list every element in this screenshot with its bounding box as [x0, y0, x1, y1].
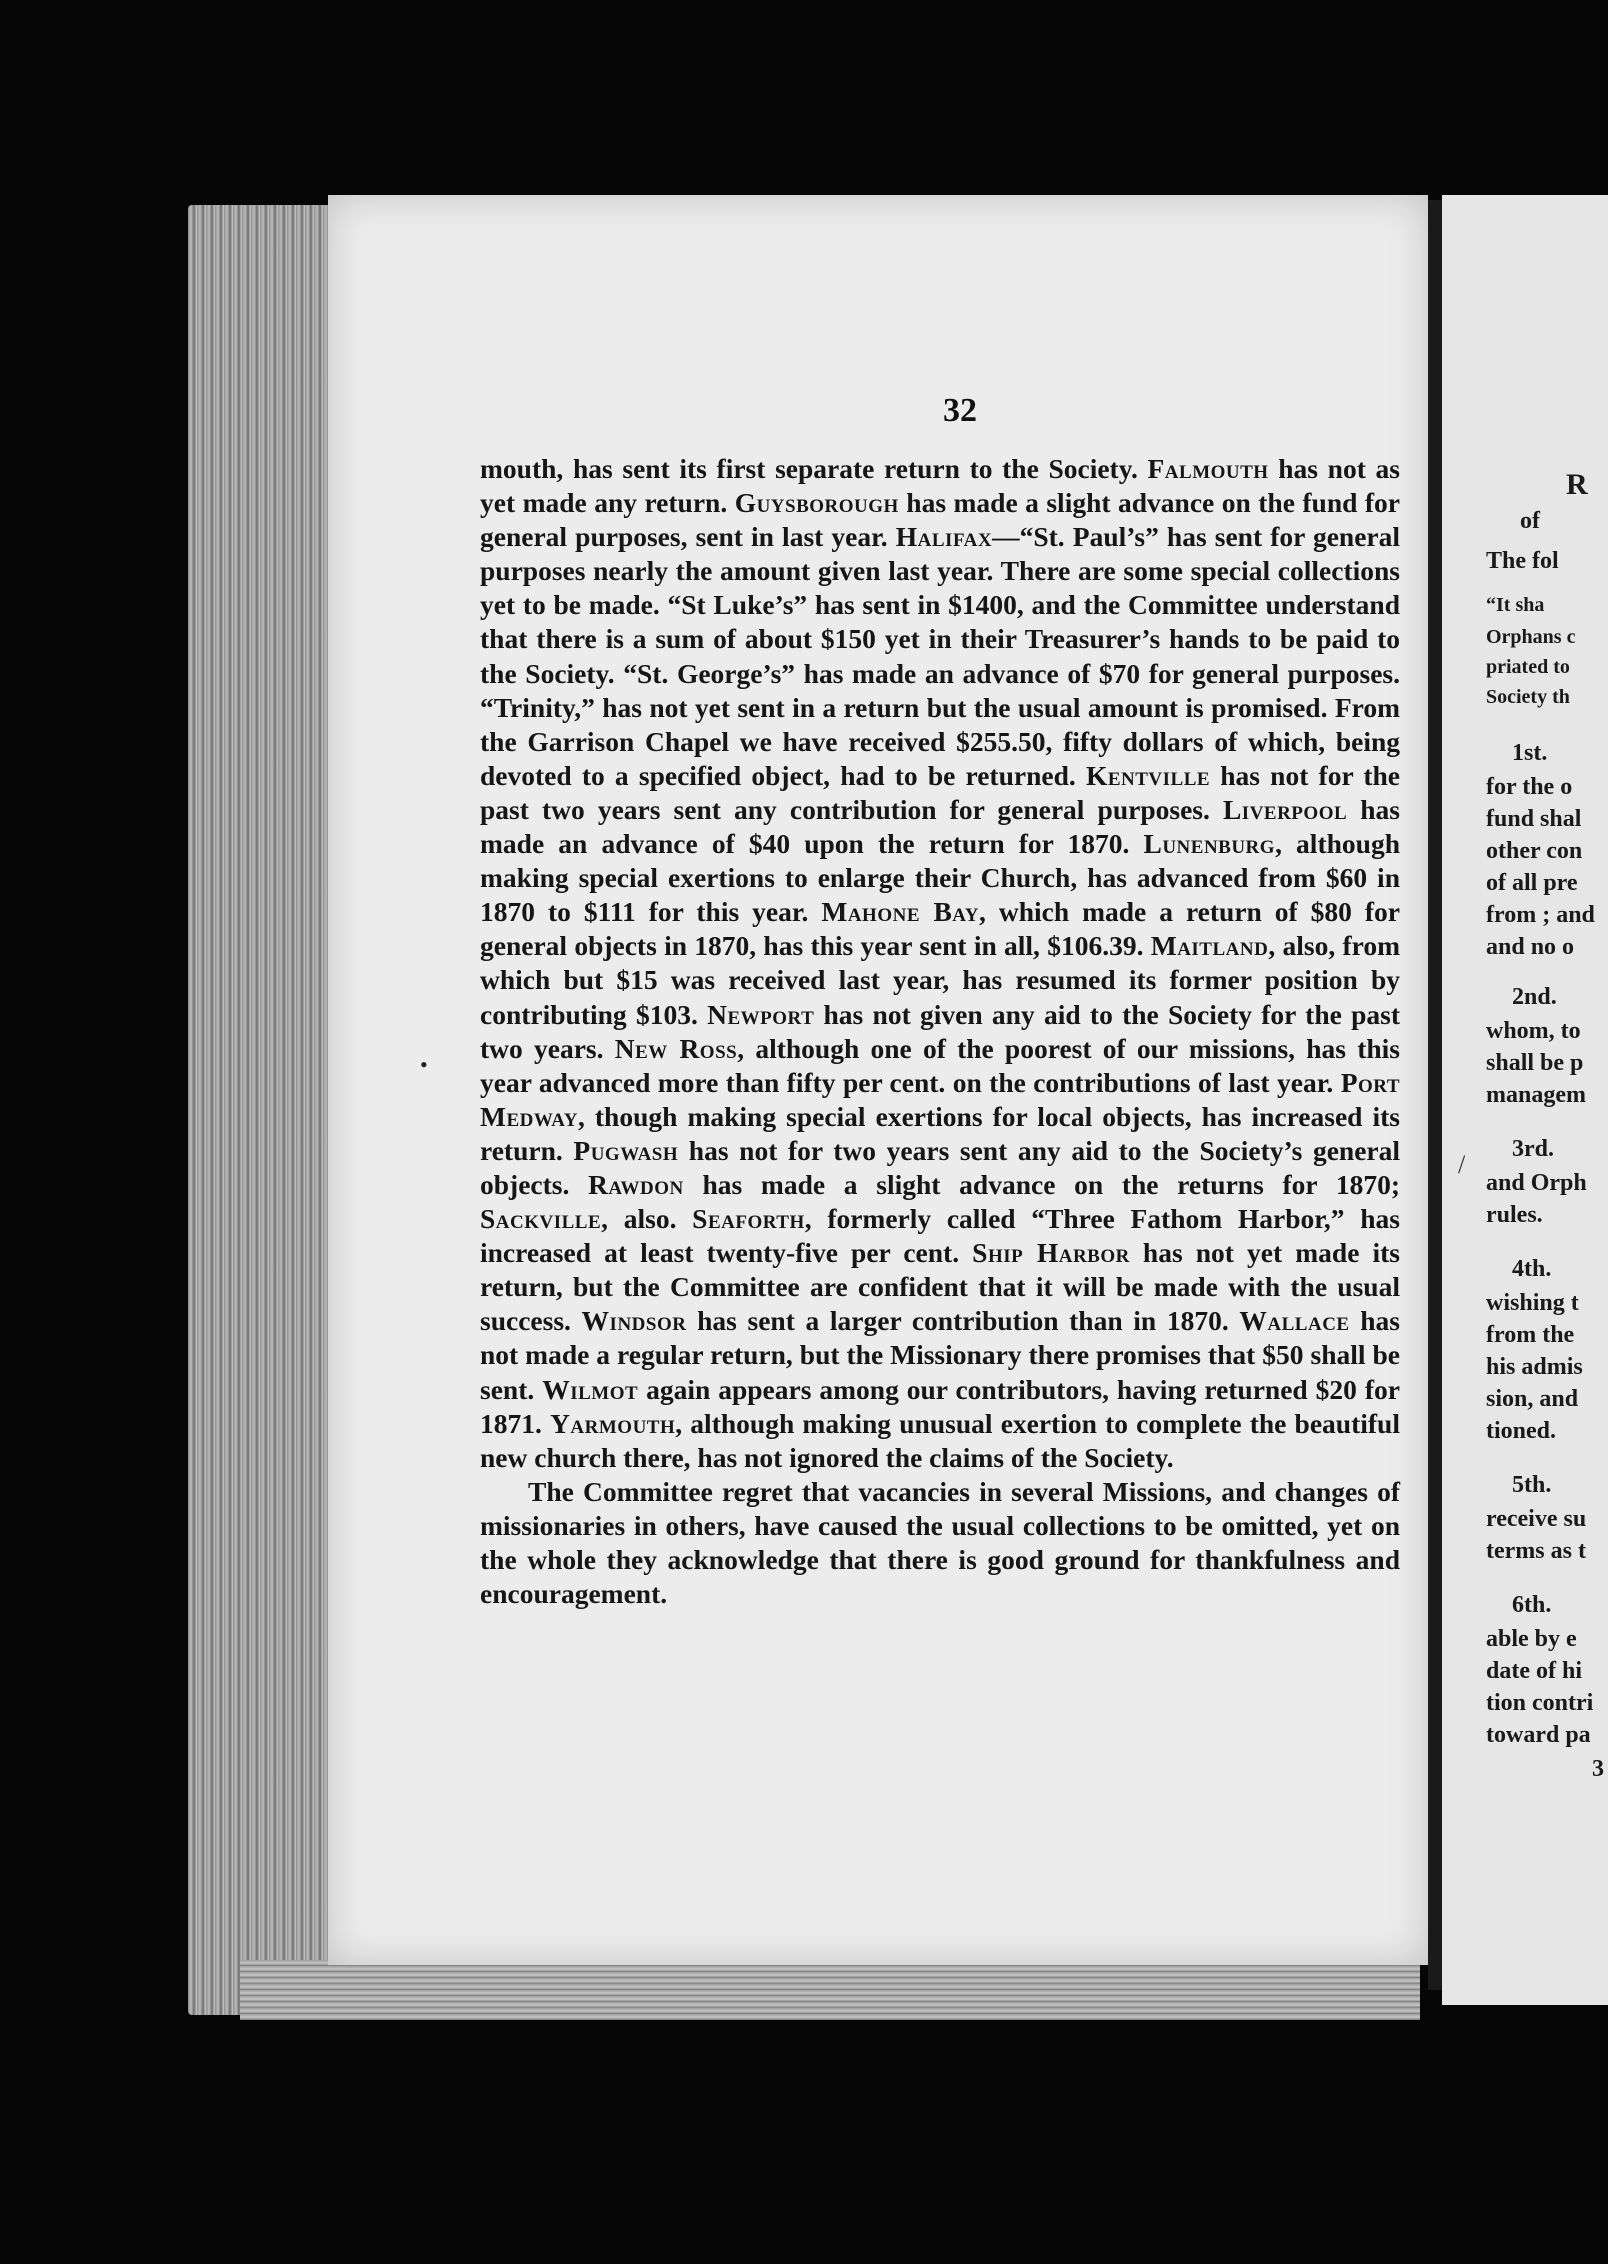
place-name: Maitland: [1150, 930, 1269, 962]
text-run: , also, from which but $15 was received last year, has resumed its former position by contributing $103.: [480, 930, 1400, 1030]
text-run: has not made a regular return, but the Missionary there promises that $50 shall be sent.: [480, 1305, 1400, 1405]
text-run: , formerly called “Three Fathom Harbor,” has increased at least twenty-five per cent.: [480, 1203, 1400, 1269]
text-run: , although making special exertions to enlarge their Church, has advanced from $60 in 1870 to $111 for this year.: [480, 828, 1400, 928]
right-page-fragment: his admis: [1486, 1354, 1583, 1380]
place-name: Kentville: [1085, 759, 1211, 791]
right-page-fragment: date of hi: [1486, 1658, 1582, 1684]
right-page-fragment: 4th.: [1512, 1256, 1552, 1282]
text-run: has not given any aid to the Society for the past two years.: [480, 998, 1400, 1064]
right-page-fragment: terms as t: [1486, 1538, 1586, 1564]
right-page-fragment: managem: [1486, 1082, 1586, 1108]
right-page-fragment: wishing t: [1486, 1290, 1579, 1316]
right-page-fragment: The fol: [1486, 548, 1559, 574]
text-run: , which made a return of $80 for general objects in 1870, has this year sent in all, $106.39.: [480, 896, 1400, 962]
place-name: Port Medway: [480, 1066, 1400, 1132]
right-page-fragment: 6th.: [1512, 1592, 1552, 1618]
right-page-fragment: 5th.: [1512, 1472, 1552, 1498]
right-page-fragment: shall be p: [1486, 1050, 1584, 1076]
right-page-fragment: of: [1520, 508, 1540, 534]
body-text: [480, 452, 1400, 1611]
right-page-fragment: whom, to: [1486, 1018, 1581, 1044]
right-page-fragment: and Orph: [1486, 1170, 1587, 1196]
right-page-fragment: “It sha: [1486, 594, 1545, 616]
place-name: Newport: [707, 998, 815, 1030]
book-gutter: [1428, 200, 1442, 1990]
text-run: has made a slight advance on the returns for 1870;: [683, 1168, 1400, 1200]
place-name: Lunenburg: [1143, 828, 1276, 860]
right-page-fragment: from ; and: [1486, 902, 1595, 928]
paragraph-2: [480, 1475, 1400, 1611]
right-page-fragment: receive su: [1486, 1506, 1587, 1532]
text-run: again appears among our contributors, having returned $20 for 1871.: [480, 1373, 1400, 1439]
place-name: Halifax: [895, 521, 993, 553]
right-page-fragment: able by e: [1486, 1626, 1577, 1652]
place-name: Mahone Bay: [821, 896, 979, 928]
right-page-fragment: for the o: [1486, 774, 1573, 800]
text-run: has not as yet made any return.: [480, 453, 1400, 519]
text-run: , though making special exertions for local objects, has increased its return.: [480, 1100, 1400, 1166]
right-page-fragment: 2nd.: [1512, 984, 1557, 1010]
right-page-fragment: Orphans c: [1486, 626, 1576, 648]
margin-slash: /: [1458, 1150, 1466, 1179]
right-page-fragment: R: [1566, 468, 1588, 501]
right-page-fragment: sion, and: [1486, 1386, 1579, 1412]
text-run: , also.: [601, 1203, 693, 1235]
place-name: Sackville: [480, 1203, 602, 1235]
place-name: Pugwash: [573, 1134, 679, 1166]
place-name: Guysborough: [734, 487, 899, 519]
right-page-fragment: 3: [1592, 1756, 1604, 1782]
right-page-fragment: priated to: [1486, 656, 1570, 678]
right-page-fragment: other con: [1486, 838, 1583, 864]
right-page-fragment: fund shal: [1486, 806, 1582, 832]
text-run: has not for two years sent any aid to the Society’s general objects.: [480, 1134, 1401, 1200]
page-edge-bottom: [240, 1960, 1420, 2020]
right-page-fragment: 3rd.: [1512, 1136, 1554, 1162]
text-run: has sent a larger contribution than in 1870.: [686, 1305, 1240, 1337]
text-run: mouth, has sent its first separate return to the Society.: [480, 453, 1148, 484]
right-page-fragment: toward pa: [1486, 1722, 1591, 1748]
right-page-fragment: rules.: [1486, 1202, 1543, 1228]
right-page-fragment: 1st.: [1512, 740, 1548, 766]
text-run: , although one of the poorest of our missions, has this year advanced more than fifty per cent. on the contributions of last year.: [480, 1032, 1401, 1098]
place-name: Wilmot: [542, 1373, 639, 1405]
place-name: Seaforth: [692, 1203, 805, 1235]
place-name: Ship Harbor: [972, 1237, 1130, 1269]
right-page-fragment: Society th: [1486, 686, 1570, 708]
text-run: has made a slight advance on the fund for general purposes, sent in last year.: [480, 487, 1400, 553]
place-name: New Ross: [614, 1032, 738, 1064]
right-page-fragment: tion contri: [1486, 1690, 1594, 1716]
place-name: Wallace: [1239, 1305, 1350, 1337]
text-run: has not yet made its return, but the Committee are confident that it will be made with the usual success.: [480, 1237, 1400, 1337]
place-name: Falmouth: [1147, 453, 1269, 484]
place-name: Windsor: [581, 1305, 687, 1337]
page-number: 32: [943, 392, 977, 429]
text-run: The Committee regret that vacancies in several Missions, and changes of missionaries in others, have caused the usual collections to be omitted, yet on the whole they acknowledge that there is good ground for thankfulness and encouragement.: [480, 1475, 1400, 1610]
text-run: has made an advance of $40 upon the return for 1870.: [480, 793, 1400, 860]
margin-mark: •: [420, 1052, 428, 1077]
text-run: , although making unusual exertion to complete the beautiful new church there, has not ignored the claims of the Society.: [480, 1407, 1400, 1473]
right-page-fragment: from the: [1486, 1322, 1575, 1348]
place-name: Yarmouth: [550, 1407, 676, 1439]
text-run: —“St. Paul’s” has sent for general purposes nearly the amount given last year. There are some special collections yet to be made. “St Luke’s” has sent in $1400, and the Committee understand that there is a sum of about $150 yet in their Treasurer’s hands to be paid to the Society. “St. George’s” has made an advance of $70 for general purposes. “Trinity,” has not yet sent in a return but the usual amount is promised. From the Garrison Chapel we have received $255.50, fifty dollars of which, being devoted to a specified object, had to be returned.: [480, 521, 1400, 791]
page-edge-stack: [188, 205, 338, 2015]
right-page-fragment: tioned.: [1486, 1418, 1557, 1444]
text-run: has not for the past two years sent any contribution for general purposes.: [480, 759, 1401, 825]
place-name: Rawdon: [588, 1168, 684, 1200]
right-page-fragment: and no o: [1486, 934, 1575, 960]
right-page-fragment: of all pre: [1486, 870, 1578, 896]
paragraph-1: [480, 452, 1400, 1475]
place-name: Liverpool: [1222, 793, 1348, 825]
